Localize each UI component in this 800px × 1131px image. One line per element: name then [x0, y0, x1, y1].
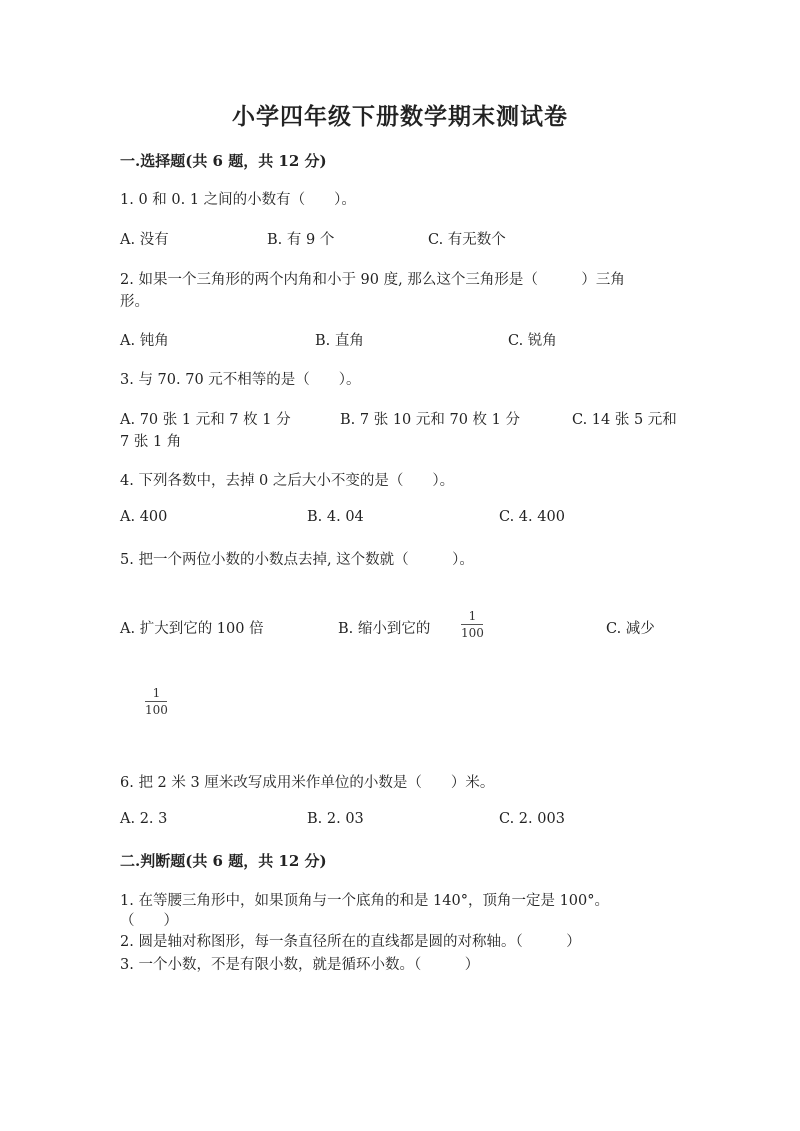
- question-5: 5. 把一个两位小数的小数点去掉, 这个数就（ ）。: [120, 552, 474, 568]
- q3-option-a: A. 70 张 1 元和 7 枚 1 分: [120, 412, 291, 428]
- question-3: 3. 与 70. 70 元不相等的是（ ）。: [120, 372, 361, 388]
- question-1: 1. 0 和 0. 1 之间的小数有（ ）。: [120, 192, 356, 208]
- q1-option-c: C. 有无数个: [428, 232, 506, 248]
- q5-option-c: C. 减少: [606, 621, 655, 637]
- q2-option-a: A. 钝角: [120, 333, 169, 349]
- q5-option-b: B. 缩小到它的: [338, 621, 431, 637]
- q6-option-c: C. 2. 003: [499, 811, 565, 827]
- fraction-numerator: 1: [468, 609, 477, 623]
- q6-option-b: B. 2. 03: [307, 811, 364, 827]
- fraction-bar: [461, 624, 483, 625]
- judge-question-1-blank: （ ）: [120, 913, 178, 929]
- q2-option-c: C. 锐角: [508, 333, 557, 349]
- question-2-line1: 2. 如果一个三角形的两个内角和小于 90 度, 那么这个三角形是（ ）三角: [120, 272, 625, 288]
- q3-option-c: C. 14 张 5 元和: [572, 412, 677, 428]
- q5-option-b-fraction: [461, 609, 484, 640]
- q4-option-c: C. 4. 400: [499, 509, 565, 525]
- q2-option-b: B. 直角: [315, 333, 364, 349]
- section-heading-choice: 一.选择题(共 6 题，共 12 分): [120, 152, 327, 170]
- q1-option-a: A. 没有: [120, 232, 169, 248]
- q5-option-c-fraction: [145, 686, 168, 717]
- section-heading-judgement: 二.判断题(共 6 题，共 12 分): [120, 852, 327, 870]
- fraction-denominator: 100: [145, 703, 168, 717]
- judge-question-3: 3. 一个小数，不是有限小数，就是循环小数。（ ）: [120, 957, 480, 973]
- question-6: 6. 把 2 米 3 厘米改写成用米作单位的小数是（ ）米。: [120, 775, 495, 791]
- fraction-numerator: 1: [152, 686, 161, 700]
- question-4: 4. 下列各数中，去掉 0 之后大小不变的是（ ）。: [120, 473, 455, 489]
- q3-option-b: B. 7 张 10 元和 70 枚 1 分: [340, 412, 520, 428]
- judge-question-2: 2. 圆是轴对称图形，每一条直径所在的直线都是圆的对称轴。（ ）: [120, 934, 581, 950]
- page-title: 小学四年级下册数学期末测试卷: [232, 103, 568, 130]
- question-2-line2: 形。: [120, 294, 149, 310]
- q5-option-a: A. 扩大到它的 100 倍: [120, 621, 264, 637]
- judge-question-1: 1. 在等腰三角形中，如果顶角与一个底角的和是 140°，顶角一定是 100°。: [120, 893, 610, 909]
- q3-option-c-line2: 7 张 1 角: [120, 434, 182, 450]
- q4-option-b: B. 4. 04: [307, 509, 364, 525]
- q4-option-a: A. 400: [120, 509, 168, 525]
- q1-option-b: B. 有 9 个: [267, 232, 335, 248]
- fraction-bar: [145, 701, 167, 702]
- q6-option-a: A. 2. 3: [120, 811, 168, 827]
- fraction-denominator: 100: [461, 626, 484, 640]
